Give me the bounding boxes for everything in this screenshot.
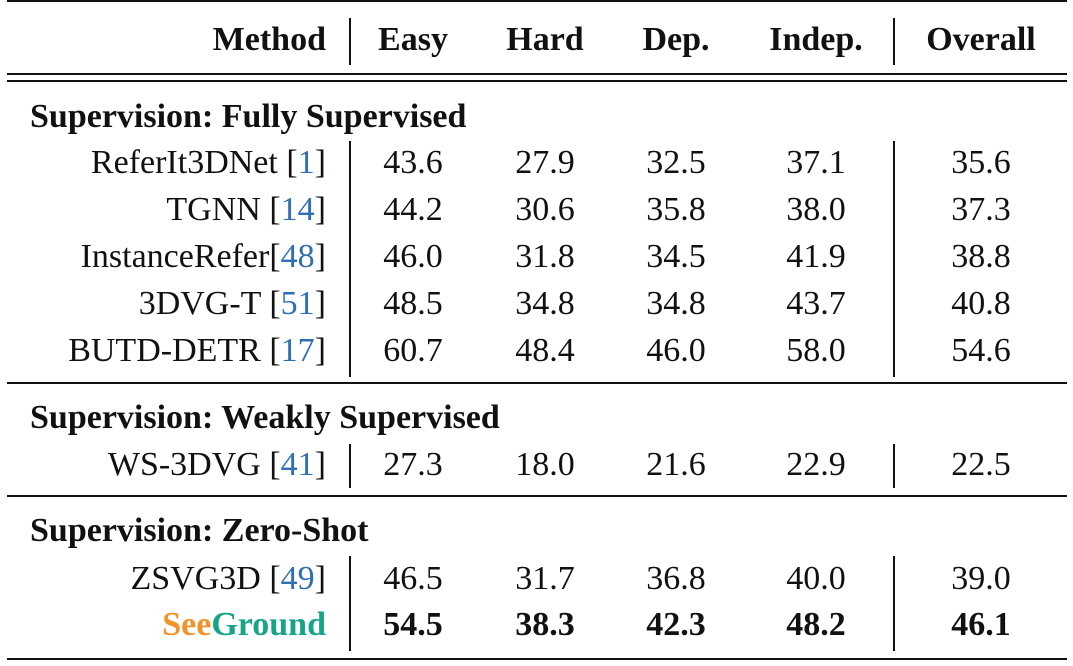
value-indep: 40.0 <box>786 560 846 597</box>
value-hard: 31.7 <box>515 560 575 597</box>
value-dep: 46.0 <box>646 332 706 369</box>
citation-link[interactable]: 51 <box>280 285 315 322</box>
value-easy: 44.2 <box>383 191 443 228</box>
value-hard: 27.9 <box>515 144 575 181</box>
value-dep: 35.8 <box>646 191 706 228</box>
citation-link[interactable]: 49 <box>280 560 315 597</box>
method-name: TGNN [14] <box>166 191 326 228</box>
value-overall: 38.8 <box>951 238 1011 275</box>
value-indep: 38.0 <box>786 191 846 228</box>
citation-link[interactable]: 17 <box>280 332 315 369</box>
value-indep: 43.7 <box>786 285 846 322</box>
header-indep: Indep. <box>769 21 863 58</box>
header-hard: Hard <box>506 21 584 58</box>
value-easy: 46.0 <box>383 238 443 275</box>
method-name: ZSVG3D [49] <box>130 560 326 597</box>
header-method: Method <box>212 21 326 58</box>
value-easy: 60.7 <box>383 332 443 369</box>
method-name-ground: Ground <box>211 606 326 643</box>
value-indep: 41.9 <box>786 238 846 275</box>
section-divider-zero <box>7 495 1067 497</box>
value-overall: 46.1 <box>951 606 1011 643</box>
value-dep: 34.5 <box>646 238 706 275</box>
value-overall: 40.8 <box>951 285 1011 322</box>
value-overall: 37.3 <box>951 191 1011 228</box>
value-dep: 32.5 <box>646 144 706 181</box>
header-sep-overall <box>893 18 895 65</box>
zero-sep-overall <box>893 556 895 651</box>
value-dep: 34.8 <box>646 285 706 322</box>
value-dep: 21.6 <box>646 446 706 483</box>
weakly-sep-overall <box>893 444 895 488</box>
zero-sep-method <box>349 556 351 651</box>
value-hard: 48.4 <box>515 332 575 369</box>
header-dep: Dep. <box>642 21 710 58</box>
value-easy: 43.6 <box>383 144 443 181</box>
fully-sep-overall <box>893 141 895 377</box>
value-indep: 48.2 <box>786 606 846 643</box>
value-hard: 31.8 <box>515 238 575 275</box>
citation-link[interactable]: 41 <box>280 446 315 483</box>
value-dep: 36.8 <box>646 560 706 597</box>
value-overall: 54.6 <box>951 332 1011 369</box>
header-sep-method <box>349 18 351 65</box>
value-indep: 58.0 <box>786 332 846 369</box>
value-overall: 35.6 <box>951 144 1011 181</box>
header-double-rule-1 <box>7 73 1067 75</box>
citation-link[interactable]: 14 <box>280 191 315 228</box>
header-easy: Easy <box>378 21 448 58</box>
section-divider-weakly <box>7 382 1067 384</box>
method-name: WS-3DVG [41] <box>107 446 326 483</box>
top-rule <box>7 0 1067 2</box>
bottom-rule <box>7 658 1067 660</box>
value-easy: 48.5 <box>383 285 443 322</box>
citation-link[interactable]: 1 <box>297 144 315 181</box>
citation-link[interactable]: 48 <box>280 238 315 275</box>
method-name: ReferIt3DNet [1] <box>90 144 326 181</box>
value-hard: 18.0 <box>515 446 575 483</box>
section-title-weakly: Supervision: Weakly Supervised <box>30 399 500 436</box>
header-double-rule-2 <box>7 80 1067 82</box>
value-dep: 42.3 <box>646 606 706 643</box>
method-name-seeground <box>162 605 326 645</box>
method-name: 3DVG-T [51] <box>138 285 326 322</box>
method-name: BUTD-DETR [17] <box>68 332 326 369</box>
value-easy: 27.3 <box>383 446 443 483</box>
value-easy: 54.5 <box>383 606 443 643</box>
value-overall: 39.0 <box>951 560 1011 597</box>
value-easy: 46.5 <box>383 560 443 597</box>
value-hard: 30.6 <box>515 191 575 228</box>
weakly-sep-method <box>349 444 351 488</box>
method-name: InstanceRefer[48] <box>80 238 326 275</box>
section-title-zero: Supervision: Zero-Shot <box>30 512 369 549</box>
section-title-fully: Supervision: Fully Supervised <box>30 98 467 135</box>
method-name-see: See <box>162 606 212 643</box>
header-overall: Overall <box>926 21 1036 58</box>
value-hard: 38.3 <box>515 606 575 643</box>
value-overall: 22.5 <box>951 446 1011 483</box>
value-indep: 22.9 <box>786 446 846 483</box>
value-indep: 37.1 <box>786 144 846 181</box>
fully-sep-method <box>349 141 351 377</box>
value-hard: 34.8 <box>515 285 575 322</box>
